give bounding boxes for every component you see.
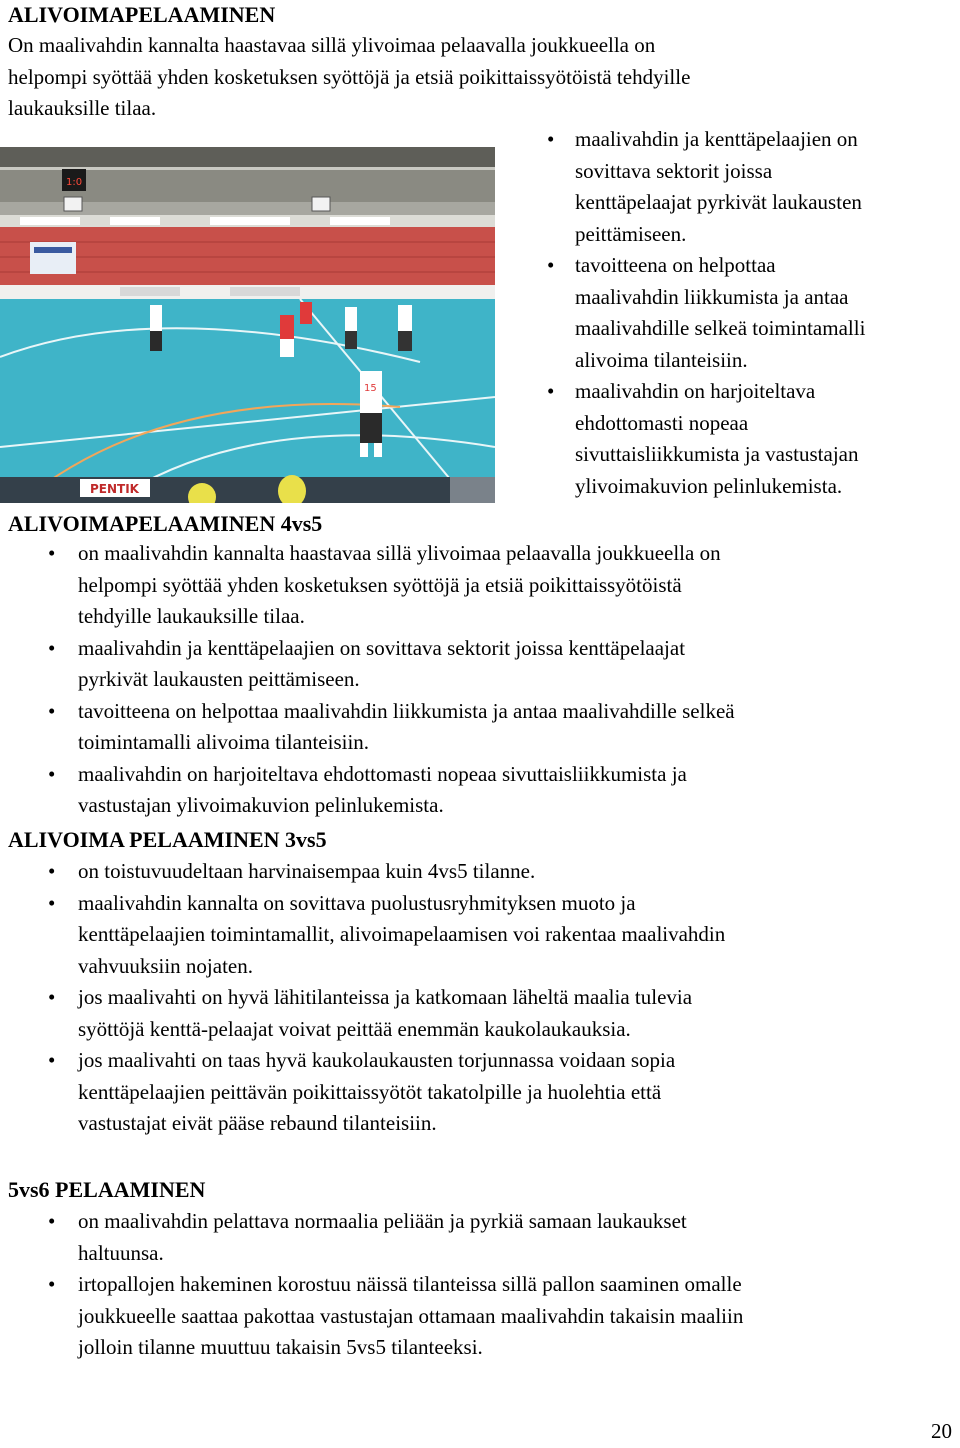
banner-text: PENTIK	[90, 482, 139, 496]
list-item: • on maalivahdin pelattava normaalia peliään ja pyrkiä samaan laukaukset haltuunsa.	[8, 1206, 958, 1269]
list-item: • on toistuvuudeltaan harvinaisempaa kuin 4vs5 tilanne.	[8, 856, 958, 888]
list-item: • maalivahdin ja kenttäpelaajien on sovittava sektorit joissa kenttäpelaajat pyrkivät laukausten peittämiseen.	[8, 633, 958, 696]
section-3vs5-list	[8, 856, 958, 1140]
section-4vs5-heading: ALIVOIMAPELAAMINEN 4vs5	[8, 511, 323, 536]
page-number: 20	[931, 1419, 952, 1443]
side-bullet-list	[535, 124, 960, 502]
list-item: • tavoitteena on helpottaa maalivahdin liikkumista ja antaa maalivahdille selkeä toimintamalli alivoima tilanteisiin.	[8, 696, 958, 759]
section-5vs6-heading: 5vs6 PELAAMINEN	[8, 1177, 206, 1202]
list-item: • jos maalivahti on hyvä lähitilanteissa ja katkomaan läheltä maalia tulevia syöttöjä kenttä-pelaajat voivat peittää enemmän kaukolaukauksia.	[8, 982, 958, 1045]
list-item: • maalivahdin kannalta on sovittava puolustusryhmityksen muoto ja kenttäpelaajien toimintamallit, alivoimapelaamisen voi rakentaa maalivahdin vahvuuksiin nojaten.	[8, 888, 958, 983]
list-item: • jos maalivahti on taas hyvä kaukolaukausten torjunnassa voidaan sopia kenttäpelaajien peittävän poikittaissyötöt takatolpille ja huolehtia että vastustajat eivät pääse rebaund tilanteisiin.	[8, 1045, 958, 1140]
list-item: • on maalivahdin kannalta haastavaa sillä ylivoimaa pelaavalla joukkueella on helpompi syöttää yhden kosketuksen syöttöjä ja etsiä poikittaissyötöistä tehdyille laukauksille tilaa.	[8, 538, 958, 633]
section-5vs6-list	[8, 1206, 958, 1364]
side-bullet-item: • maalivahdin ja kenttäpelaajien on sovittava sektorit joissa kenttäpelaajat pyrkivät laukausten peittämiseen.	[535, 124, 960, 250]
list-item: • maalivahdin on harjoiteltava ehdottomasti nopeaa sivuttaisliikkumista ja vastustajan ylivoimakuvion pelinlukemista.	[8, 759, 958, 822]
scoreboard-text: 1:0	[66, 177, 83, 188]
floorball-game-photo	[0, 147, 495, 503]
side-bullet-item: • tavoitteena on helpottaa maalivahdin liikkumista ja antaa maalivahdille selkeä toimintamalli alivoima tilanteisiin.	[535, 250, 960, 376]
intro-paragraph: On maalivahdin kannalta haastavaa sillä ylivoimaa pelaavalla joukkueella on helpompi syöttää yhden kosketuksen syöttöjä ja etsiä poikittaissyötöistä tehdyille laukauksille tilaa.	[8, 33, 691, 120]
list-item: • irtopallojen hakeminen korostuu näissä tilanteissa sillä pallon saaminen omalle joukkueelle saattaa pakottaa vastustajan ottamaan maalivahdin takaisin maaliin jolloin tilanne muuttuu takaisin 5vs5 tilanteeksi.	[8, 1269, 958, 1364]
section-3vs5-heading: ALIVOIMA PELAAMINEN 3vs5	[8, 827, 327, 852]
jersey-number: 15	[364, 383, 377, 394]
side-bullet-item: • maalivahdin on harjoiteltava ehdottomasti nopeaa sivuttaisliikkumista ja vastustajan ylivoimakuvion pelinlukemista.	[535, 376, 960, 502]
section-4vs5-list	[8, 538, 958, 822]
photo-image	[0, 147, 495, 503]
intro-heading: ALIVOIMAPELAAMINEN	[8, 2, 276, 27]
